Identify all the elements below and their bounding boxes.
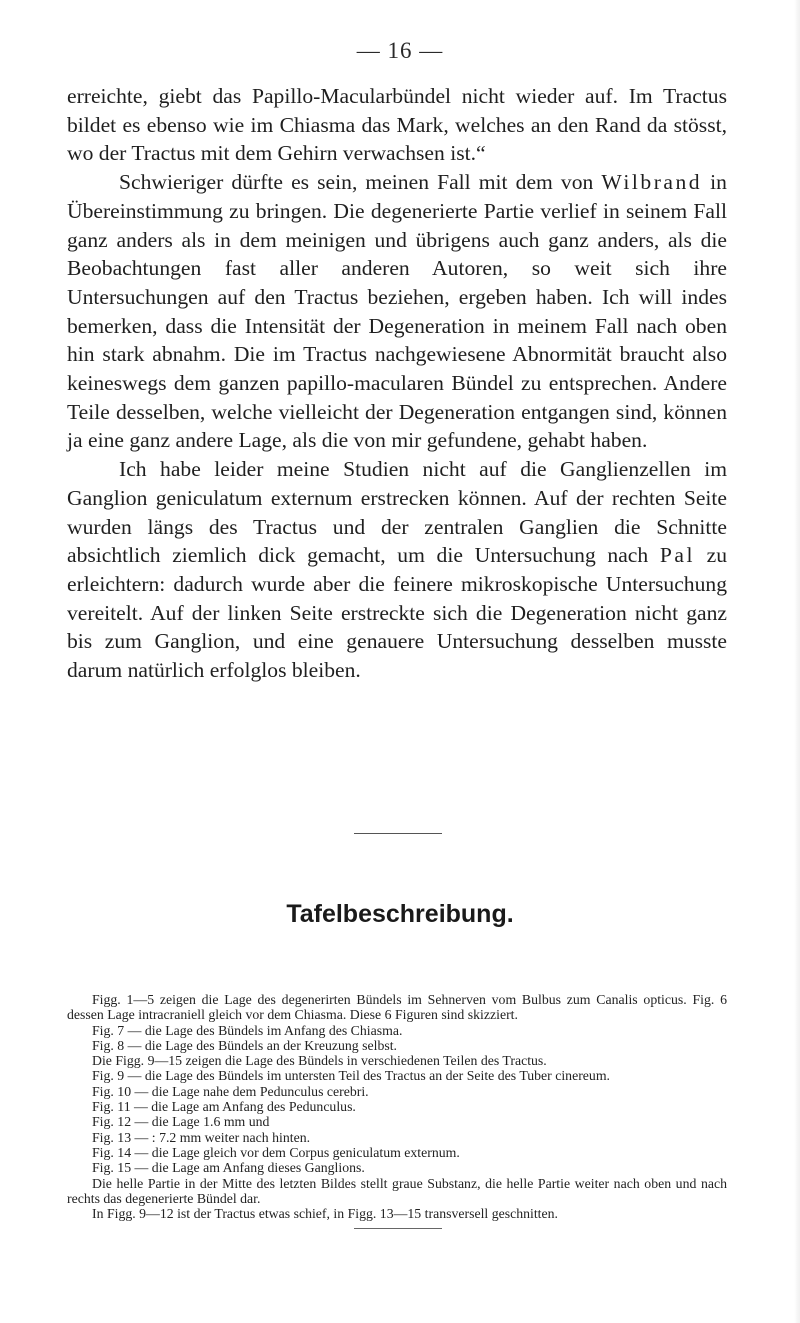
caption-fig-14: Fig. 14 — die Lage gleich vor dem Corpus geniculatum externum.	[92, 1144, 460, 1160]
page-number: — 16 —	[356, 38, 444, 63]
caption-fig-7: Fig. 7 — die Lage des Bündels im Anfang des Chiasma.	[92, 1022, 403, 1038]
paragraph-3	[67, 455, 727, 685]
caption-fig-10: Fig. 10 — die Lage nahe dem Pedunculus cerebri.	[92, 1083, 369, 1099]
section-heading: Tafelbeschreibung.	[286, 900, 514, 928]
caption-cut-orientation: In Figg. 9—12 ist der Tractus etwas schief, in Figg. 13—15 transversell geschnitten.	[92, 1206, 558, 1222]
page-edge-shadow	[794, 0, 800, 1323]
body-text	[67, 82, 727, 685]
caption-fig-13: Fig. 13 — : 7.2 mm weiter nach hinten.	[92, 1129, 311, 1145]
caption-bright-area: Die helle Partie in der Mitte des letzten Bildes stellt graue Substanz, die helle Partie weiter nach oben und nach rechts das degenerierte Bündel dar.	[67, 1175, 727, 1206]
author-name-wilbrand: Wilbrand	[601, 170, 703, 195]
caption-figs-1-6: Figg. 1—5 zeigen die Lage des degenerirten Bündels im Sehnerven vom Bulbus zum Canalis opticus. Fig. 6 dessen Lage intracraniell gleich vor dem Chiasma. Diese 6 Figuren sind skizziert.	[67, 992, 727, 1023]
caption-fig-12: Fig. 12 — die Lage 1.6 mm und	[92, 1114, 270, 1130]
caption-fig-15: Fig. 15 — die Lage am Anfang dieses Ganglions.	[92, 1160, 365, 1176]
paragraph-2-lead: Schwieriger dürfte es sein, meinen Fall mit dem von	[119, 170, 602, 195]
caption-figs-9-15: Die Figg. 9—15 zeigen die Lage des Bündels in verschiedenen Teilen des Tractus.	[92, 1053, 547, 1069]
paragraph-2-rest: in Übereinstimmung zu bringen. Die degenerierte Partie verlief in seinem Fall ganz anders als in dem meinigen und übrigens auch ganz anders, als die Beobachtungen fast aller anderen Autoren, so weit sich ihre Untersuchungen auf den Tractus beziehen, ergeben haben. Ich will indes bemerken, dass die Intensität der Degeneration in meinem Fall nach oben hin stark abnahm. Die im Tractus nachgewiesene Abnormität braucht also keineswegs dem ganzen papillo-macularen Bündel zu entsprechen. Andere Teile desselben, welche vielleicht der Degeneration entgangen sind, können ja eine ganz andere Lage, als die von mir gefundene, gehabt haben.	[67, 170, 727, 453]
author-name-pal: Pal	[659, 543, 695, 568]
caption-fig-11: Fig. 11 — die Lage am Anfang des Pedunculus.	[92, 1099, 356, 1115]
end-rule	[354, 1228, 442, 1229]
paragraph-2	[67, 168, 727, 455]
caption-fig-8: Fig. 8 — die Lage des Bündels an der Kreuzung selbst.	[92, 1037, 398, 1053]
paragraph-1: erreichte, giebt das Papillo-Macularbündel nicht wieder auf. Im Tractus bildet es ebenso wie im Chiasma das Mark, welches an den Rand da stösst, wo der Tractus mit dem Gehirn verwachsen ist.“	[67, 84, 727, 166]
section-divider	[354, 833, 442, 834]
figure-captions	[67, 992, 727, 1221]
paragraph-3-rest: zu erleichtern: dadurch wurde aber die feinere mikroskopische Untersuchung vereitelt. Auf der linken Seite erstreckte sich die Degeneration nicht ganz bis zum Ganglion, und eine genauere Untersuchung desselben musste darum natürlich erfolglos bleiben.	[67, 543, 728, 683]
caption-fig-9: Fig. 9 — die Lage des Bündels im untersten Teil des Tractus an der Seite des Tuber cinereum.	[92, 1068, 611, 1084]
paragraph-3-lead: Ich habe leider meine Studien nicht auf die Ganglienzellen im Ganglion geniculatum externum erstrecken können. Auf der rechten Seite wurden längs des Tractus und der zentralen Ganglien die Schnitte absichtlich ziemlich dick gemacht, um die Untersuchung nach	[67, 457, 727, 568]
